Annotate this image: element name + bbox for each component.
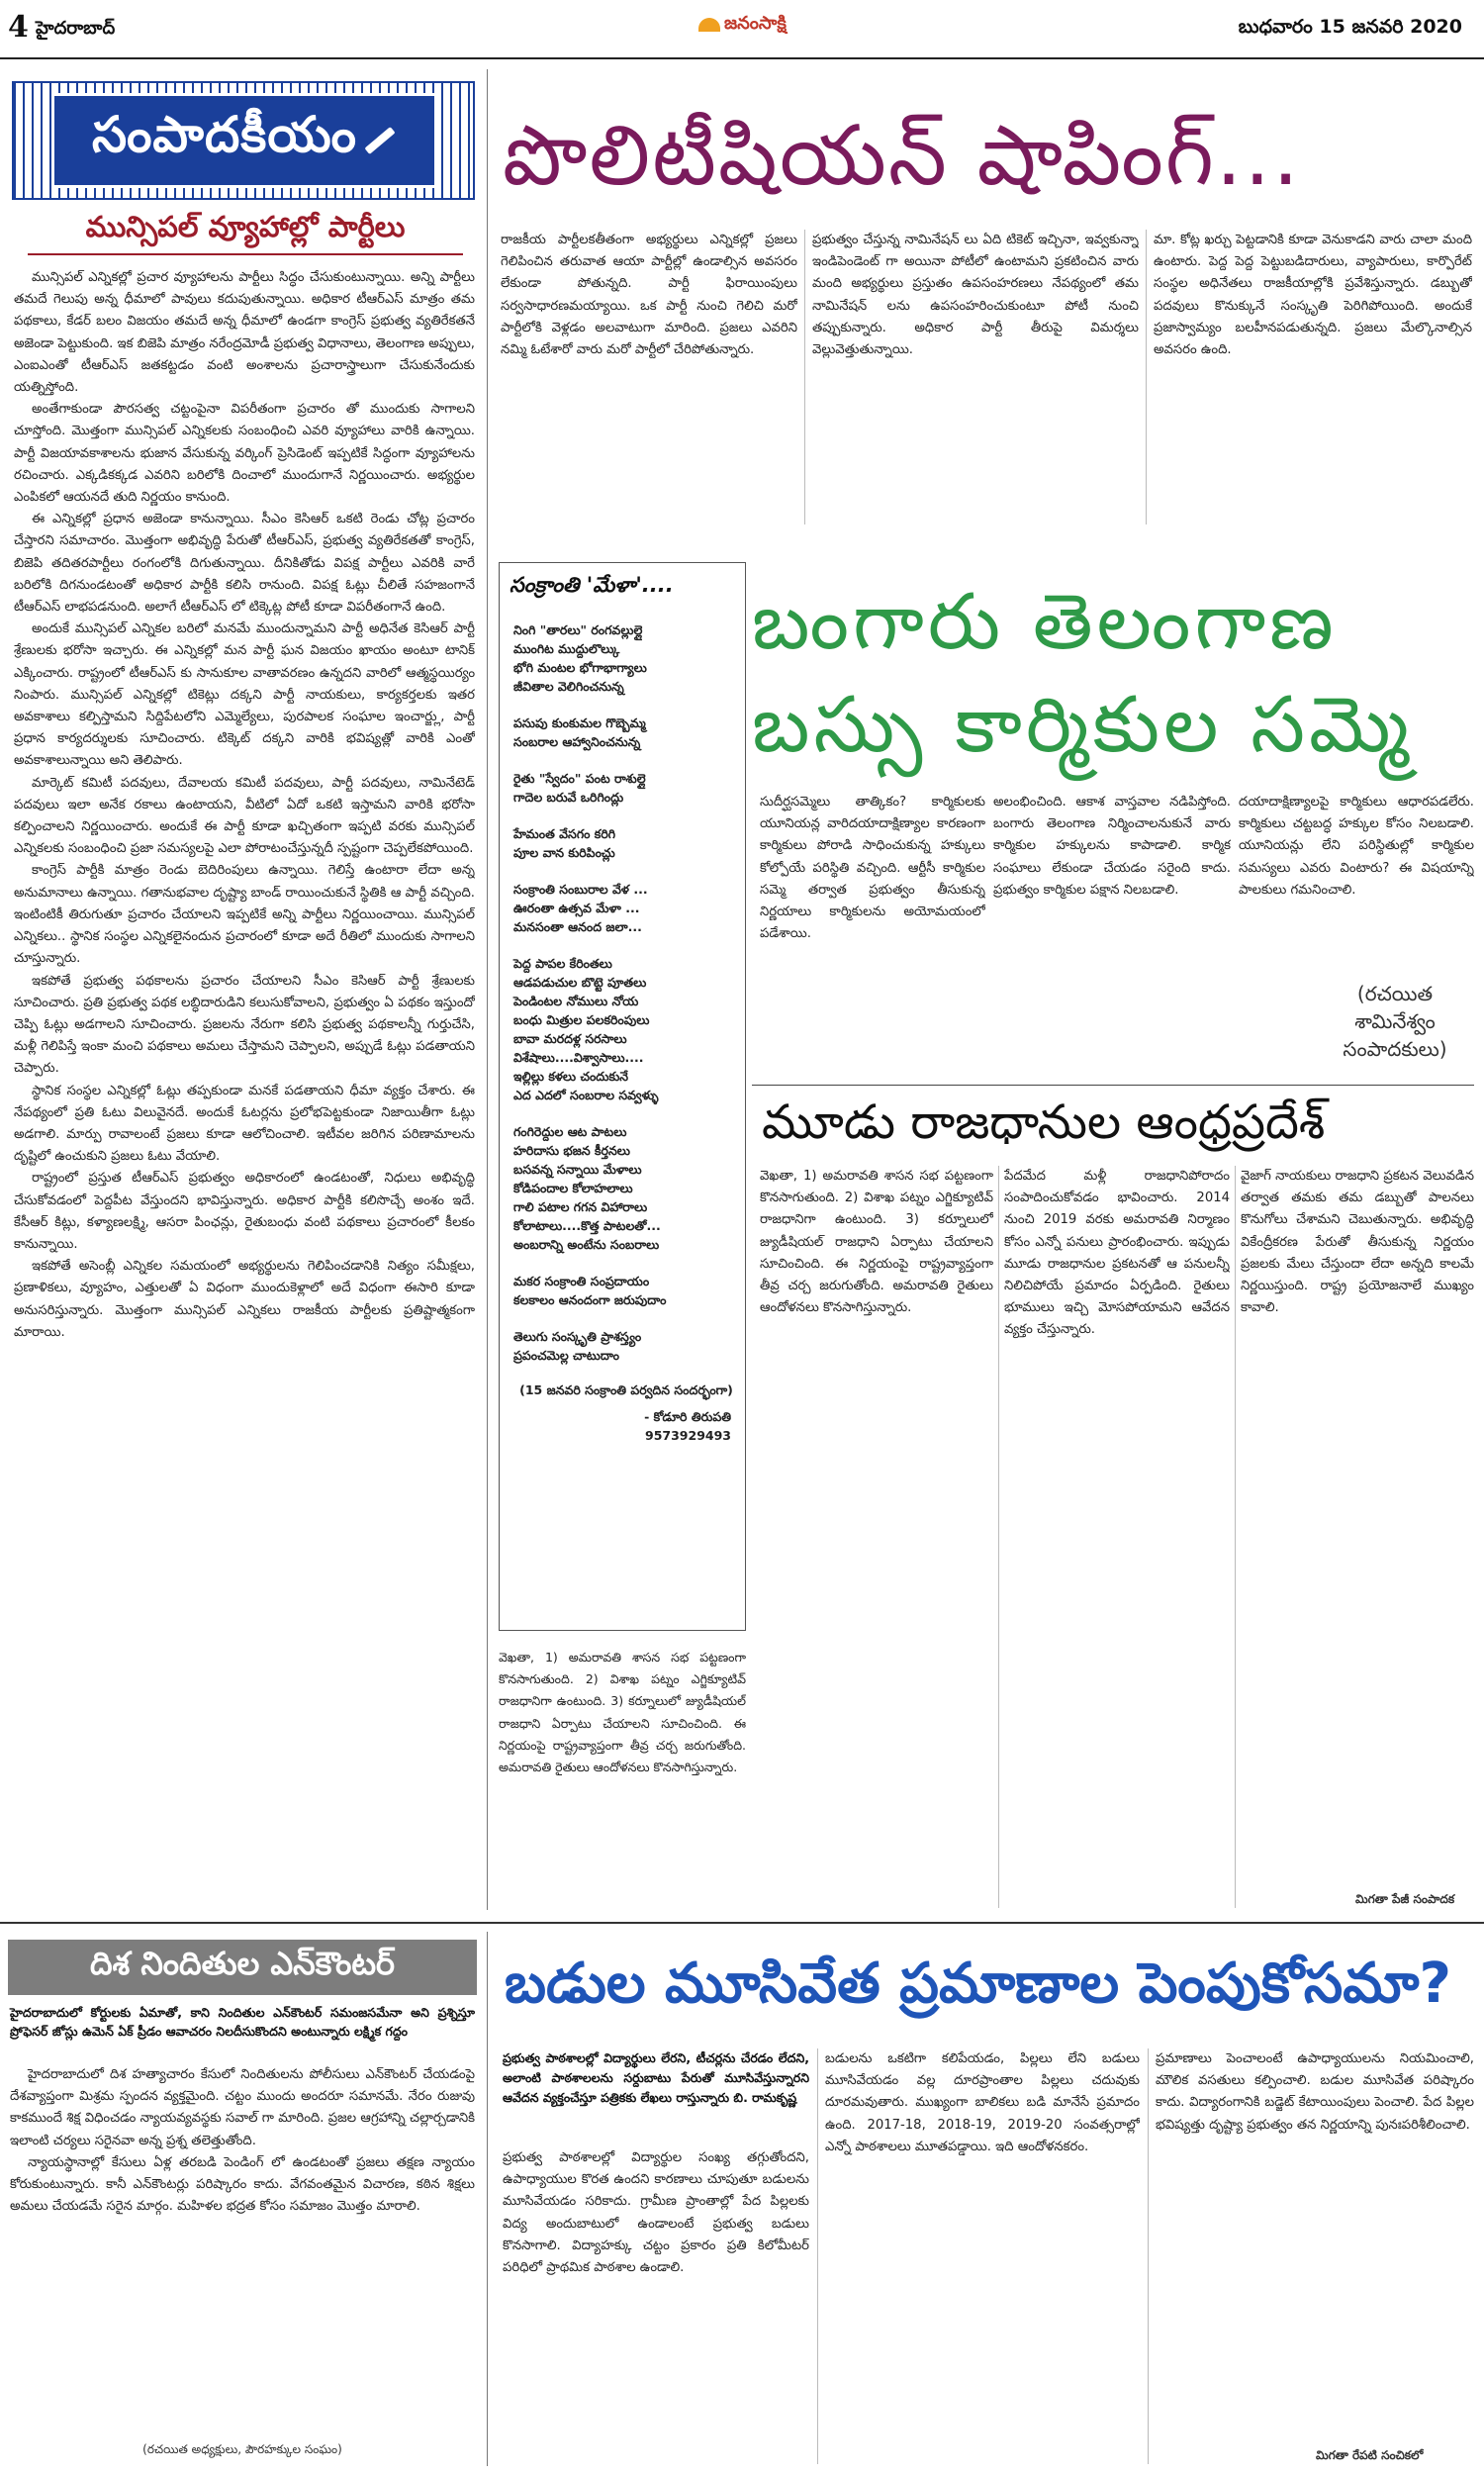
sankranti-author: - కోడూరి తిరుపతి	[644, 1409, 731, 1424]
lead-column-1: రాజకీయ పార్టీలకతీతంగా అభ్యర్థులు ఎన్నికల్లో ప్రజలు గెలిపించిన తరువాత ఆయా పార్టీల్లో ఉండాల్సిన అవసరం లేకుండా పోతున్నది. పార్టీ ఫిరాయింపులు సర్వసాధారణమయ్యాయి. ఒక పార్టీ నుంచి గెలిచి మరో పార్టీలోకి వెళ్లడం అలవాటుగా మారింది. ప్రజలు ఎవరిని నమ్మి ఓటేశారో వారు మరో పార్టీలో చేరిపోతున్నారు.	[501, 233, 797, 358]
lead-col-divider-1	[804, 230, 805, 524]
poem-line: కోలాటాలు....కొత్త పాటలతో...	[513, 1218, 661, 1233]
ap-column-3: వైజాగ్ నాయకులు రాజధాని ప్రకటన వెలువడిన తర్వాత తమకు తమ డబ్బుతో పాలనలు కొనుగోలు చేశామని చెబుతున్నారు. అభివృద్ధి వికేంద్రీకరణ పేరుతో తీసుకున్న నిర్ణయం ప్రజలకు మేలు చేస్తుందా లేదా అన్నది కాలమే నిర్ణయిస్తుంది. రాష్ట్ర ప్రయోజనాలే ముఖ్యం కావాలి.	[1241, 1169, 1474, 1316]
poem-stanza	[513, 769, 739, 807]
editorial-paragraph: ఈ ఎన్నికల్లో ప్రధాన అజెండా కానున్నాయి. సీఎం కెసిఆర్ ఒకటి రెండు చోట్ల ప్రచారం చేస్తారని సమాచారం. మొత్తంగా అభివృద్ధి పేరుతో టీఆర్ఎస్, ప్రభుత్వ వ్యతిరేకతతో కాంగ్రెస్, బిజెపి తదితరపార్టీలు రంగంలోకి దిగుతున్నాయి. దీనికితోడు విపక్ష పార్టీలు ఎవరికి వారే బరిలోకి దిగనుండటంతో అధికార పార్టీకి కలిసి రానుంది. విపక్ష ఓట్లు చీలితే సహజంగానే టీఆర్ఎస్ లాభపడనుంది. అలాగే టీఆర్ఎస్ లో టిక్కెట్ల పోటీ కూడా విపరీతంగానే ఉంది.	[14, 512, 475, 616]
poem-stanza	[513, 880, 739, 936]
sun-icon	[698, 18, 720, 32]
editorial-paragraph: మార్కెట్ కమిటీ పదవులు, దేవాలయ కమిటీ పదవులు, పార్టీ పదవులు, నామినేటెడ్ పదవులు ఇలా అనేక రకాలు ఉంటాయని, వీటిలో ఏదో ఒకటి ఇస్తామని వారికి భరోసా కల్పించాలని నిర్ణయించారు. అందుకే ఈ పార్టీ కూడా ఖచ్చితంగా ఇప్పటి వరకు మున్సిపల్ ఎన్నికలకు సంబంధించి ప్రజా సమస్యలపై ఎలా పోరాటంచేస్తున్నదీ స్పష్టంగా చెప్పలేకపోయింది.	[14, 775, 475, 857]
city-label: హైదరాబాద్	[36, 18, 116, 39]
education-column-3: ప్రమాణాలు పెంచాలంటే ఉపాధ్యాయులను నియమించాలి, మౌలిక వసతులు కల్పించాలి. బడుల మూసివేత పరిష్కారం కాదు. విద్యారంగానికి బడ్జెట్ కేటాయింపులు పెంచాలి. పేద పిల్లల భవిష్యత్తు దృష్ట్యా ప్రభుత్వం తన నిర్ణయాన్ని పునఃపరిశీలించాలి.	[1156, 2051, 1474, 2133]
education-subhead: ప్రభుత్వ పాఠశాలల్లో విద్యార్థులు లేరని, టీచర్లను చేరడం లేదని, అలాంటి పాఠశాలలను సర్దుబాటు పేరుతో మూసివేస్తున్నారని ఆవేదన వ్యక్తంచేస్తూ పత్రికకు లేఖలు రాస్తున్నారు బి. రామకృష్ణ	[503, 2050, 809, 2105]
editorial-paragraph: మున్సిపల్ ఎన్నికల్లో ప్రచార వ్యూహాలను పార్టీలు సిద్ధం చేసుకుంటున్నాయి. అన్ని పార్టీలు తమదే గెలుపు అన్న ధీమాలో పావులు కదుపుతున్నాయి. అధికార టీఆర్ఎస్ మాత్రం తమ పథకాలు, కేడర్ బలం విజయం తమదే అన్న ధీమాలో ఉండగా కాంగ్రెస్ ప్రభుత్వ వ్యతిరేకతనే అజెండా పెట్టుకుంది. ఇక బిజెపి మాత్రం నరేంద్రమోడీ ప్రభుత్వ విధానాలు, తెలంగాణ అప్పులు, ఎంఐఎంతో టీఆర్ఎస్ జతకట్టడం వంటి అంశాలను ప్రచారాస్త్రాలుగా చేసుకునేందుకు యత్నిస్తోంది.	[14, 270, 475, 396]
editorial-body	[14, 267, 475, 1890]
ap-column-1: వెఖతా, 1) అమరావతి శాసన సభ పట్టణంగా కొనసాగుతుంది. 2) విశాఖ పట్నం ఎగ్జిక్యూటివ్ రాజధానిగా ఉంటుంది. 3) కర్నూలులో జ్యుడీషియల్ రాజధాని ఏర్పాటు చేయాలని సూచించింది. ఈ నిర్ణయంపై రాష్ట్రవ్యాప్తంగా తీవ్ర చర్చ జరుగుతోంది. అమరావతి రైతులు ఆందోళనలు కొనసాగిస్తున్నారు.	[760, 1169, 993, 1316]
poem-line: హేమంత వేసగం కరిగి	[513, 826, 616, 841]
editorial-section-title: సంపాదకీయం	[91, 105, 358, 163]
poem-stanza	[513, 1122, 739, 1254]
poem-line: మనసంతా ఆనంద జలా...	[513, 919, 642, 934]
poem-line: ప్రపంచమెల్ల చాటుదాం	[513, 1348, 620, 1363]
sankranti-footer-article	[499, 1647, 746, 1908]
poem-stanza	[513, 1272, 739, 1309]
lead-column-2: ప్రభుత్వం చేస్తున్న నామినేషన్ లు ఏది టికెట్ ఇచ్చినా, ఇవ్వకున్నా ఇండిపెండెంట్ గా అయినా పోటీలో ఉంటామని ప్రకటించిన వారు మంది అభ్యర్థులు ప్రస్తుతం ఉపసంహరణలు నేపథ్యంలో తమ నామినేషన్ లను ఉపసంహరించుకుంటూ పోటీ నుంచి తప్పుకున్నారు. అధికార పార్టీ తీరుపై విమర్శలు వెల్లువెత్తుతున్నాయి.	[812, 233, 1139, 358]
poem-line: బసవన్న సన్నాయి మేళాలు	[513, 1162, 642, 1177]
poem-line: కోడిపందాల కోలాహలాలు	[513, 1181, 633, 1195]
poem-line: పూల వాన కురిపించ్లు	[513, 845, 615, 860]
rtc-author-line: సంపాదకులు)	[1343, 1037, 1447, 1061]
editorial-paragraph: కాంగ్రెస్ పార్టీకి మాత్రం రెండు బెదిరింపులు ఉన్నాయి. గెలిస్తే ఉంటారా లేదా అన్న అనుమానాలు ఉన్నాయి. గతానుభవాల దృష్ట్యా బాండ్ రాయించుకునే స్థితికి ఆ పార్టీ వచ్చింది. ఇంటింటికీ తిరుగుతూ ప్రచారం చేయాలని ఇప్పటికే అన్ని పార్టీలు నిర్ణయించాయి. మున్సిపల్ ఎన్నికలు.. స్థానిక సంస్థల ఎన్నికలైనందున ప్రచారంలో కూడా అదే రీతిలో ముందుకు సాగాలని చూస్తున్నారు.	[14, 863, 475, 967]
banner-inner	[51, 93, 437, 188]
poem-line: జీవితాల వెలిగించనున్న	[513, 679, 624, 694]
edu-col-divider-1	[817, 2048, 818, 2464]
poem-stanza	[513, 714, 739, 751]
editorial-banner	[12, 81, 475, 200]
sankranti-footnote: (15 జనవరి సంక్రాంతి పర్వదిన సందర్భంగా)	[519, 1382, 733, 1397]
poem-line: ఊరంతా ఉత్సవ మేళా ...	[513, 901, 640, 915]
ap-headline: మూడు రాజధానుల ఆంధ్రప్రదేశ్	[762, 1095, 1326, 1150]
editorial-paragraph: స్థానిక సంస్థల ఎన్నికల్లో ఓట్లు తప్పకుండా మనకే పడతాయని ధీమా వ్యక్తం చేశారు. ఈ నేపథ్యంలో ప్రతి ఓటు విలువైనదే. అందుకే ఓటర్లను ప్రలోభపెట్టకుండా నిజాయితీగా ఓట్లు అడగాలి. మార్పు రావాలంటే ప్రజలు కూడా ఆలోచించాలి. ఇటీవల జరిగిన పరిణామాలను దృష్టిలో ఉంచుకుని ప్రజలు ఓటు వేయాలి.	[14, 1083, 475, 1165]
rtc-author-line: (రచయిత	[1356, 982, 1434, 1005]
poem-line: హరిదాసు భజన కీర్తనలు	[513, 1143, 630, 1158]
poem-line: సంబరాల ఆహ్వానించనున్న	[513, 734, 641, 749]
editorial-paragraph: ఇకపోతే ప్రభుత్వ పథకాలను ప్రచారం చేయాలని సీఎం కెసిఆర్ పార్టీ శ్రేణులకు సూచించారు. ప్రతి ప్రభుత్వ పథక లబ్ధిదారుడిని కలుసుకోవాలని, ప్రభుత్వం ఏ పథకం ఇస్తుందో చెప్పి ఓట్లు అడగాలని సూచించారు. ప్రజలను నేరుగా కలిసి ప్రభుత్వ పథకాలన్నీ గుర్తుచేసి, మళ్లీ గెలిపిస్తే ఇంకా మంచి పథకాలు అమలు చేస్తామని చెప్పాలని, అప్పుడే ఓట్లు పడతాయని చెప్పారు.	[14, 973, 475, 1077]
ap-column-2: పేదమేద మళ్లీ రాజధానిపోరాదం సంపాదించుకోవడం భావించారు. 2014 నుంచి 2019 వరకు అమరావతి నిర్మాణం కోసం ఎన్నో పనులు ప్రారంభించారు. ఇప్పుడు మూడు రాజధానుల ప్రకటనతో ఆ పనులన్నీ నిలిచిపోయే ప్రమాదం ఏర్పడింది. రైతులు భూములు ఇచ్చి మోసపోయామని ఆవేదన వ్యక్తం చేస్తున్నారు.	[1004, 1169, 1230, 1338]
rtc-headline-line2: బస్సు కార్మికుల సమ్మె	[752, 681, 1413, 770]
encounter-body	[10, 2064, 475, 2432]
pen-icon	[364, 127, 395, 154]
poem-line: భోగి మంటల భోగాభాగ్యాలు	[513, 660, 647, 675]
poem-line: అంబరాన్ని అంటేను సంబరాలు	[513, 1237, 660, 1252]
rtc-author-box	[1326, 980, 1464, 1063]
poem-line: గాదెల బరువే ఒరిగింద్లు	[513, 790, 624, 805]
editorial-paragraph: రాష్ట్రంలో ప్రస్తుత టీఆర్ఎస్ ప్రభుత్వం అధికారంలో ఉండటంతో, నిధులు అభివృద్ధి చేసుకోవడంలో పెద్దపీట వేస్తుందని భావిస్తున్నారు. అధికార పార్టీకి కలిసొచ్చే అంశం ఇదే. కేసీఆర్ కిట్లు, కళ్యాణలక్ష్మి, ఆసరా పింఛన్లు, రైతుబంధు వంటి పథకాలు ప్రచారంలో కీలకం కానున్నాయి.	[14, 1171, 475, 1252]
poem-line: ఇల్లిల్లు కళలు చందుకునే	[513, 1069, 629, 1084]
rtc-ap-divider	[752, 1085, 1474, 1086]
encounter-credit: (రచయిత అధ్యక్షులు, పౌరహక్కుల సంఘం)	[142, 2442, 342, 2456]
rtc-column-1: సుదీర్ఘసమ్మెలు తాత్కికం? కార్మికులకు యూనియన్ల వారిదయాదాక్షిణ్యాల కారణంగా కార్మికులు పోరాడి సాధించుకున్న హక్కులు కోల్పోయే పరిస్థితి వచ్చింది. ఆర్టీసీ కార్మికుల సమ్మె తర్వాత ప్రభుత్వం తీసుకున్న నిర్ణయాలు కార్మికులను అయోమయంలో పడేశాయి.	[760, 795, 985, 942]
paper-logo	[698, 12, 787, 38]
lead-column-3: మా. కోట్ల ఖర్చు పెట్టడానికి కూడా వెనుకాడని వారు చాలా మంది ఉంటారు. పెద్ద పెద్ద పెట్టుబడిదారులు, వ్యాపారులు, కార్పొరేట్ సంస్థల అధినేతలు రాజకీయాల్లోకి ప్రవేశిస్తున్నారు. డబ్బుతో పదవులు కొనుక్కునే సంస్కృతి పెరిగిపోయింది. అందుకే ప్రజాస్వామ్యం బలహీనపడుతున్నది. ప్రజలు మేల్కొనాల్సిన అవసరం ఉంది.	[1154, 233, 1472, 358]
poem-stanza	[513, 620, 739, 696]
ap-credit: మిగతా పేజీ సంపాదక	[1355, 1892, 1455, 1906]
editorial-headline: మున్సిపల్ వ్యూహాల్లో పార్టీలు	[85, 210, 406, 243]
education-credit: మిగతా రేపటి సంచికలో	[1316, 2448, 1424, 2462]
ap-col-divider-1	[998, 1166, 999, 1908]
rtc-author-line: శామినేశ్వం	[1354, 1009, 1436, 1033]
poem-stanza	[513, 824, 739, 862]
edu-col-divider-2	[1148, 2048, 1149, 2464]
ap-col-divider-2	[1235, 1166, 1236, 1908]
bottom-column-divider	[487, 1932, 488, 2466]
sankranti-poem	[513, 620, 739, 1445]
poem-stanza	[513, 954, 739, 1104]
masthead	[0, 0, 1484, 57]
poem-line: మకర సంక్రాంతి సంప్రదాయం	[513, 1274, 650, 1288]
editorial-headline-underline	[28, 253, 463, 255]
rtc-column-2: అలంభించింది. ఆకాశ వాస్తవాల నడిపిస్తోంది. బంగారు తెలంగాణ నిర్మించాలనుకునే వారు కార్మికుల హక్కులను కాపాడాలి. కార్మిక సంఘాలు లేకుండా చేయడం సరైంది కాదు. ప్రభుత్వం కార్మికుల పక్షాన నిలబడాలి.	[993, 795, 1231, 898]
education-column-2: బడులను ఒకటిగా కలిపేయడం, పిల్లలు లేని బడులు మూసివేయడం వల్ల దూరప్రాంతాల పిల్లలు చదువుకు దూరమవుతారు. ముఖ్యంగా బాలికలు బడి మానేసే ప్రమాదం ఉంది. 2017-18, 2018-19, 2019-20 సంవత్సరాల్లో ఎన్నో పాఠశాలలు మూతపడ్డాయి. ఇది ఆందోళనకరం.	[825, 2051, 1140, 2154]
date-line: బుధవారం 15 జనవరి 2020	[1238, 16, 1462, 38]
poem-line: విశేషాలు....విశ్వాసాలు....	[513, 1050, 644, 1065]
poem-line: గాలి పటాల గగన విహారాలు	[513, 1199, 648, 1214]
editorial-paragraph: అంతేగాకుండా పౌరసత్వ చట్టంపైనా విపరీతంగా ప్రచారం తో ముందుకు సాగాలని చూస్తోంది. మొత్తంగా మున్సిపల్ ఎన్నికలకు సంబంధించి ఎవరి వ్యూహాలు వారికి ఉన్నాయి. పార్టీ విజయావకాశాలను భుజాన వేసుకున్న వర్కింగ్ ప్రెసిడెంట్ ఇప్పటికే సిద్ధంగా వ్యూహాలను రచించారు. ఎక్కడికక్కడ ఎవరిని బరిలోకి దించాలో ముందుగానే నిర్ణయించారు. అభ్యర్థుల ఎంపికలో ఆయనదే తుది నిర్ణయం కానుంది.	[14, 402, 475, 506]
sankranti-phone: 9573929493	[645, 1428, 731, 1443]
poem-line: పెద్ద పాపల కేరింతలు	[513, 956, 612, 971]
poem-line: బావా మరదళ్ల సరసాలు	[513, 1031, 627, 1046]
page-mid-rule	[0, 1922, 1484, 1924]
masthead-rule	[0, 57, 1484, 59]
education-headline: బడుల మూసివేత ప్రమాణాల పెంపుకోసమా?	[505, 1951, 1451, 2016]
poem-line: ఆడపడుచుల బొట్టె పూతలు	[513, 975, 647, 990]
lead-col-divider-2	[1146, 230, 1147, 524]
rtc-headline-line1: బంగారు తెలంగాణ	[752, 578, 1338, 667]
editorial-paragraph: అందుకే మున్సిపల్ ఎన్నికల బరిలో మనమే ముందున్నామని పార్టీ అధినేత కెసిఆర్ పార్టీ శ్రేణులకు భరోసా ఇచ్చారు. ఈ ఎన్నికల్లో మన పార్టీ ఘన విజయం ఖాయం అంటూ టానిక్ ఎక్కించారు. రాష్ట్రంలో టీఆర్ఎస్ కు సానుకూల వాతావరణం ఉన్నదని వారిలో ఆత్మస్థయిర్యం నింపారు. మున్సిపల్ ఎన్నికల్లో టికెట్లు దక్కని పార్టీ నాయకులు, కార్యకర్తలకు ఇతర అవకాశాలు కల్పిస్తామని సిద్దిపేటలోని ఎమ్మెల్యేలు, పురపాలక సంఘాల ఇంచార్జ్లు, పార్టీ ప్రధాన కార్యదర్శులకు సూచించారు. టిక్కెట్ దక్కని వారికి భవిష్యత్లో వారికి ఎంతో అవకాశాలున్నాయి అని తెలిపారు.	[14, 621, 475, 769]
poem-line: గంగిరెద్దుల ఆట పాటలు	[513, 1124, 627, 1139]
poem-line: పసుపు కుంకుమల గొబ్బెమ్మ	[513, 715, 646, 730]
poem-line: ఎద ఎదలో సంబరాల సవ్వళ్ళు	[513, 1088, 659, 1102]
footer-article-text: వెఖతా, 1) అమరావతి శాసన సభ పట్టణంగా కొనసాగుతుంది. 2) విశాఖ పట్నం ఎగ్జిక్యూటివ్ రాజధానిగా ఉంటుంది. 3) కర్నూలులో జ్యుడీషియల్ రాజధాని ఏర్పాటు చేయాలని సూచించింది. ఈ నిర్ణయంపై రాష్ట్రవ్యాప్తంగా తీవ్ర చర్చ జరుగుతోంది. అమరావతి రైతులు ఆందోళనలు కొనసాగిస్తున్నారు.	[499, 1650, 746, 1775]
poem-line: సంక్రాంతి సంబురాల వేళ ...	[513, 882, 648, 897]
poem-line: కలకాలం ఆనందంగా జరుపుదాం	[513, 1292, 667, 1307]
poem-line: రైతు "స్వేదం" పంట రాశుల్లై	[513, 771, 646, 786]
lead-headline: పొలిటీషియన్ షాపింగ్...	[503, 107, 1301, 204]
education-column-1: ప్రభుత్వ పాఠశాలల్లో విద్యార్థుల సంఖ్య తగ్గుతోందని, ఉపాధ్యాయుల కొరత ఉందని కారణాలు చూపుతూ బడులను మూసివేయడం సరికాదు. గ్రామీణ ప్రాంతాల్లో పేద పిల్లలకు విద్య అందుబాటులో ఉండాలంటే ప్రభుత్వ బడులు కొనసాగాలి. విద్యాహక్కు చట్టం ప్రకారం ప్రతి కిలోమీటర్ పరిధిలో ప్రాథమిక పాఠశాల ఉండాలి.	[503, 2150, 809, 2276]
poem-line: బంధు మిత్రుల పలకరింపులు	[513, 1012, 650, 1027]
encounter-title: దిశ నిందితుల ఎన్‌కౌంటర్	[89, 1945, 395, 1982]
poem-line: పెండింటల నోములు నోయ	[513, 994, 639, 1008]
poem-line: తెలుగు సంస్కృతి ప్రాశస్త్యం	[513, 1329, 642, 1344]
sankranti-title: సంక్రాంతి 'మేళా'....	[510, 573, 674, 597]
rtc-column-3: దయాదాక్షిణ్యాలపై కార్మికులు ఆధారపడలేరు. కార్మికులు చట్టబద్ధ హక్కుల కోసం నిలబడాలి. యూనియన్లు లేని పరిస్థితుల్లో కార్మికుల సమస్యలు ఎవరు వింటారు? ఈ విషయాన్ని పాలకులు గమనించాలి.	[1239, 795, 1474, 898]
encounter-paragraph: న్యాయస్థానాల్లో కేసులు ఏళ్ల తరబడి పెండింగ్ లో ఉండటంతో ప్రజలు తక్షణ న్యాయం కోరుకుంటున్నారు. కానీ ఎన్‌కౌంటర్లు పరిష్కారం కాదు. వేగవంతమైన విచారణ, కఠిన శిక్షలు అమలు చేయడమే సరైన మార్గం. మహిళల భద్రత కోసం సమాజం మొత్తం మారాలి.	[10, 2154, 475, 2215]
editorial-paragraph: ఇకపోతే అసెంబ్లీ ఎన్నికల సమయంలో అభ్యర్థులను గెలిపించడానికి నిత్యం సమీక్షలు, ప్రణాళికలు, వ్యూహం, ఎత్తులతో ఏ విధంగా ముందుకెళ్లాలో అదే విధంగా ఈసారి కూడా అనుసరిస్తున్నారు. మొత్తంగా మున్సిపల్ ఎన్నికలు రాజకీయ పార్టీలకు ప్రతిష్టాత్మకంగా మారాయి.	[14, 1259, 475, 1340]
poem-stanza	[513, 1327, 739, 1365]
page-number: 4	[8, 10, 29, 45]
encounter-paragraph: హైదరాబాదులో దిశ హత్యాచారం కేసులో నిందితులను పోలీసులు ఎన్‌కౌంటర్ చేయడంపై దేశవ్యాప్తంగా మిశ్రమ స్పందన వ్యక్తమైంది. చట్టం ముందు అందరూ సమానమే. నేరం రుజువు కాకముందే శిక్ష విధించడం న్యాయవ్యవస్థకు సవాల్ గా మారింది. ప్రజల ఆగ్రహాన్ని చల్లార్చడానికి ఇలాంటి చర్యలు సరైనవా అన్న ప్రశ్న తలెత్తుతోంది.	[10, 2067, 475, 2148]
poem-line: ముంగిట ముద్దులొల్కు	[513, 641, 620, 656]
poem-line: నింగి "తారలు" రంగవల్లుల్లై	[513, 622, 643, 637]
encounter-subhead: హైదరాబాదులో కోర్టులకు ఏమాతో, కాని నిందితుల ఎన్‌కౌంటర్ సమంజసమేనా అని ప్రశ్నిస్తూ ప్రోఫెసర్ జోస్లు ఉమెన్ ఏక్ ప్రీడం ఆవాచరం నిలదీసుకొందని అంటున్నారు లక్ష్మిక గద్దం	[10, 2005, 475, 2039]
sankranti-box	[499, 562, 746, 1631]
left-column-divider	[487, 69, 488, 1910]
encounter-banner	[8, 1940, 477, 1995]
logo-text: జనంసాక్షి	[724, 12, 787, 34]
